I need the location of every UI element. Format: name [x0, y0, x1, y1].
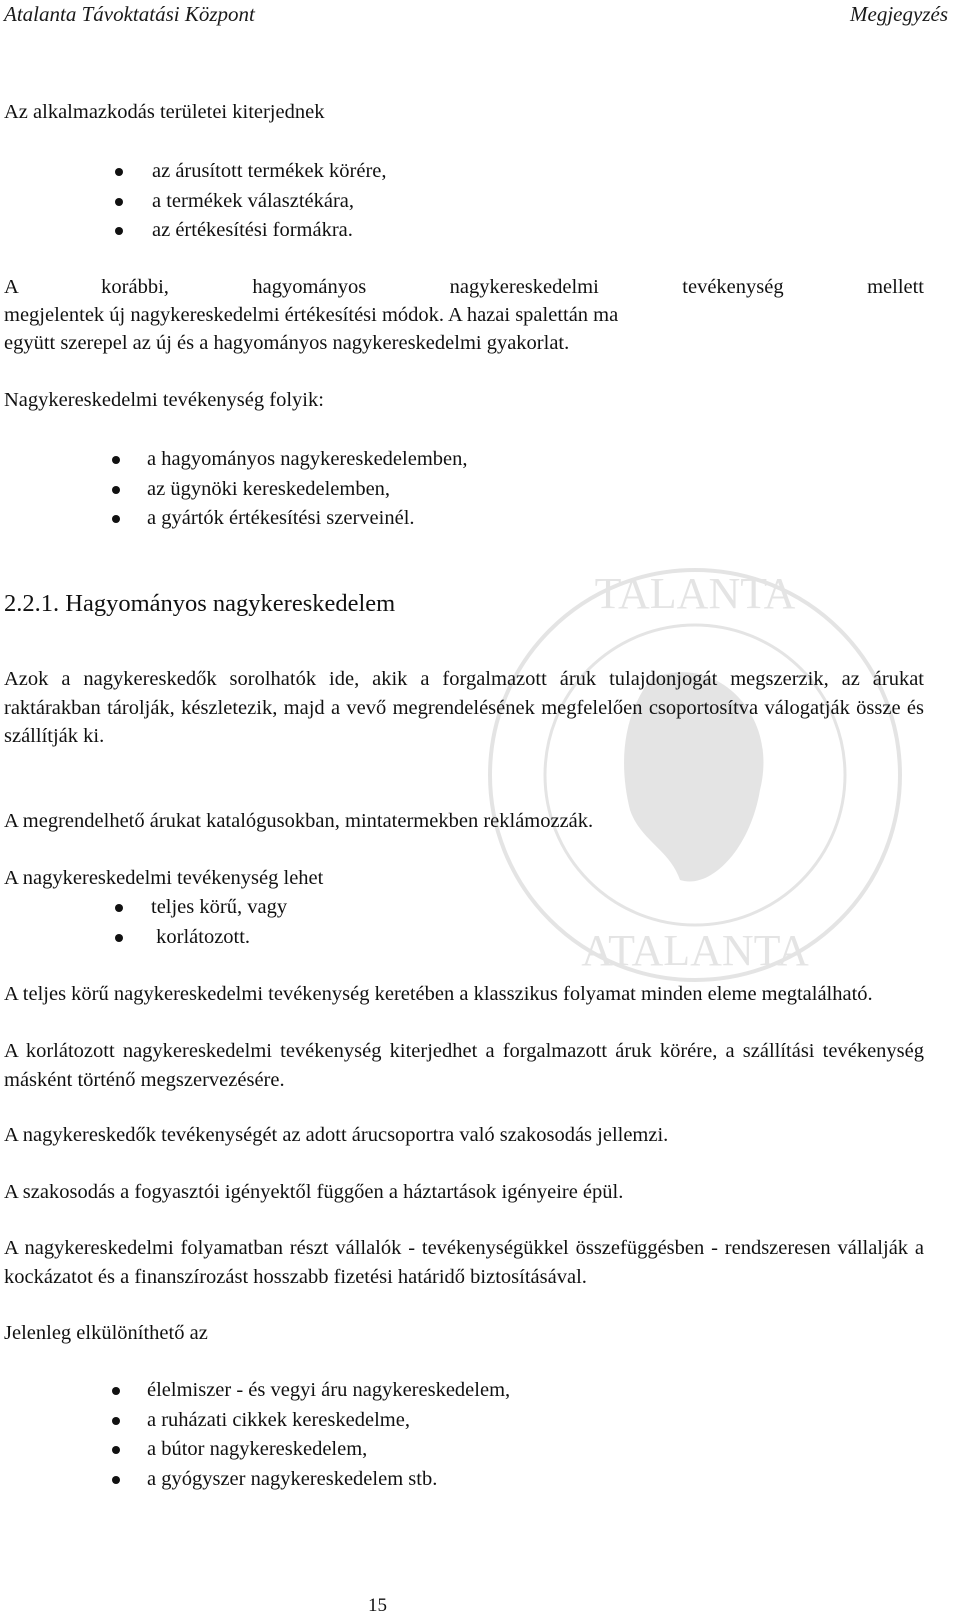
paragraph-megrendelheto: A megrendelhető árukat katalógusokban, mintatermekben reklámozzák. — [4, 810, 594, 832]
bullet-icon — [112, 456, 120, 464]
bullet-icon — [112, 1417, 120, 1425]
atalanta-watermark-logo — [480, 560, 910, 990]
bullet-icon — [115, 904, 123, 912]
paragraph-folyik: Nagykereskedelmi tevékenység folyik: — [4, 389, 324, 411]
paragraph-teljes: A teljes körű nagykereskedelmi tevékenység keretében a klasszikus folyamat minden eleme megtalálható. — [4, 983, 873, 1005]
paragraph-szakosodas-1: A nagykereskedők tevékenységét az adott árucsoportra való szakosodás jellemzi. — [4, 1124, 669, 1146]
bullet-icon — [115, 198, 123, 206]
bullet-icon — [112, 1476, 120, 1484]
paragraph-azok: Azok a nagykereskedők sorolhatók ide, akik a forgalmazott áruk tulajdonjogát megszerzik, az árukat raktárakban tárolják, készletezik, majd a vevő megrendelésének megfelelően csoportosítva válogatják össze és szállítják ki. — [4, 668, 924, 747]
paragraph-korabbi-line3: együtt szerepel az új és a hagyományos nagykereskedelmi gyakorlat. — [4, 332, 570, 354]
bullet-icon — [112, 1446, 120, 1454]
paragraph-korabbi-line2: megjelentek új nagykereskedelmi értékesítési módok. A hazai spalettán ma — [4, 304, 619, 326]
paragraph-korabbi-line1: A korábbi, hagyományos nagykereskedelmi tevékenység mellett — [4, 276, 924, 298]
paragraph-jelenleg: Jelenleg elkülöníthető az — [4, 1322, 208, 1344]
intro-paragraph: Az alkalmazkodás területei kiterjednek — [4, 101, 325, 123]
header-notes-label: Megjegyzés — [850, 2, 948, 26]
bullet-icon — [112, 515, 120, 523]
svg-text:TALANTA: TALANTA — [594, 569, 796, 618]
section-heading: 2.2.1. Hagyományos nagykereskedelem — [4, 590, 396, 617]
bullet-icon — [115, 934, 123, 942]
paragraph-korlatozott: A korlátozott nagykereskedelmi tevékenység kiterjedhet a forgalmazott áruk körére, a szállítási tevékenység másként történő megszervezésére. — [4, 1040, 924, 1091]
paragraph-folyamat: A nagykereskedelmi folyamatban részt vállalók - tevékenységükkel összefüggésben - rendszeresen vállalják a kockázatot és a finanszírozást hosszabb fizetési határidő biztosításával. — [4, 1237, 924, 1288]
bullet-icon — [112, 1387, 120, 1395]
bullet-icon — [115, 227, 123, 235]
paragraph-lehet: A nagykereskedelmi tevékenység lehet — [4, 867, 324, 889]
paragraph-szakosodas-2: A szakosodás a fogyasztói igényektől függően a háztartások igényeire épül. — [4, 1181, 624, 1203]
bullet-icon — [115, 168, 123, 176]
bullet-icon — [112, 486, 120, 494]
svg-text:ATALANTA: ATALANTA — [581, 926, 809, 975]
page-number: 15 — [368, 1595, 387, 1616]
header-title: Atalanta Távoktatási Központ — [4, 2, 255, 26]
